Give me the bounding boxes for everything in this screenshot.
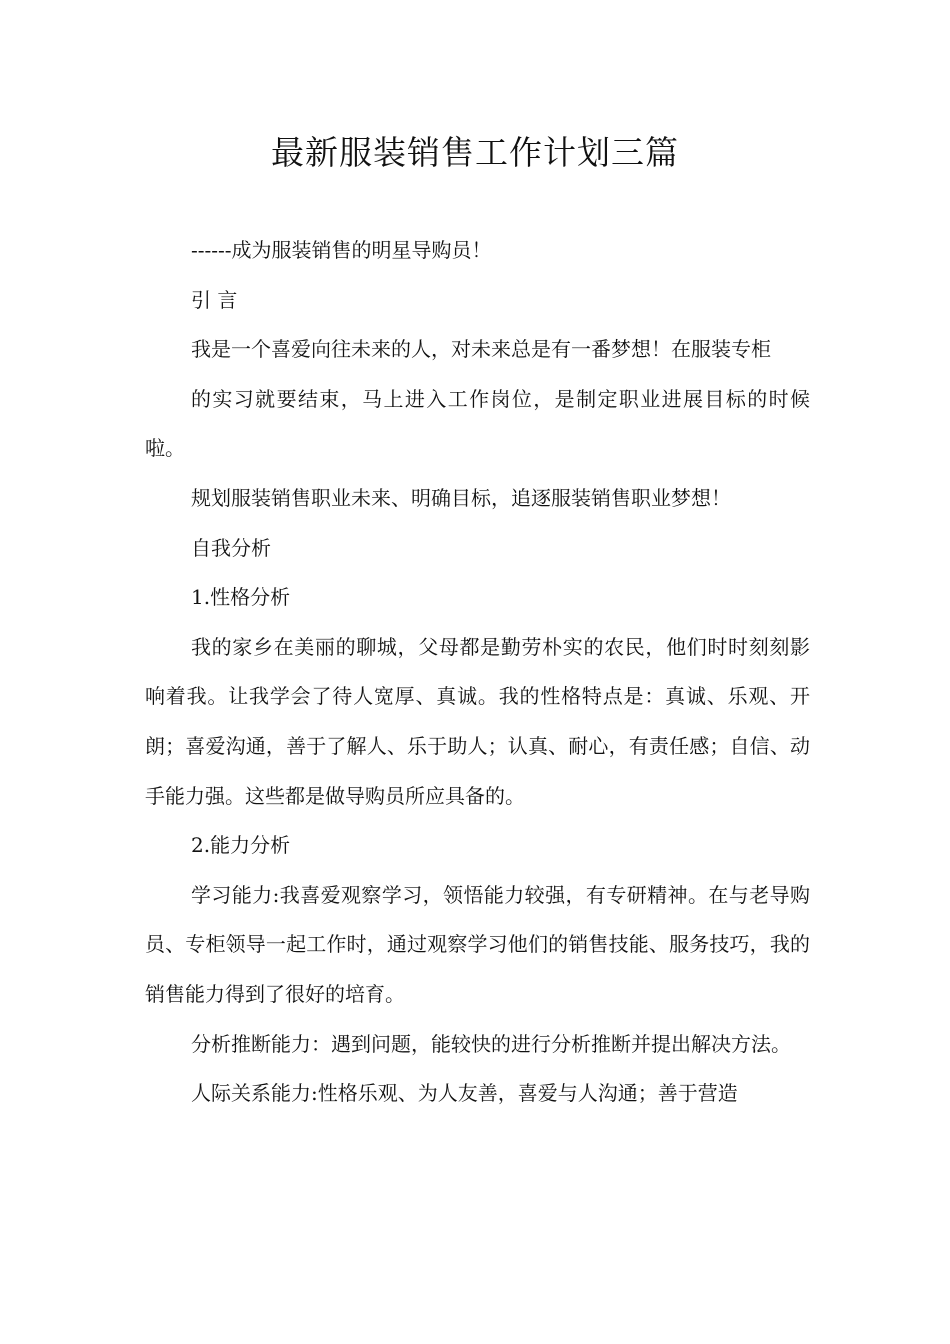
- subheading-personality-analysis: 1.性格分析: [191, 585, 291, 610]
- analysis-ability-paragraph: 分析推断能力：遇到问题，能较快的进行分析推断并提出解决方法。: [191, 1031, 791, 1056]
- personality-paragraph: 我的家乡在美丽的聊城，父母都是勤劳朴实的农民，他们时时刻刻影响着我。让我学会了待人宽厚、真诚。我的性格特点是：真诚、乐观、开朗；喜爱沟通，善于了解人、乐于助人；认真、耐心，有责任感；自信、动手能力强。这些都是做导购员所应具备的。: [145, 634, 810, 808]
- tagline-paragraph: ------成为服装销售的明星导购员！: [191, 238, 492, 262]
- subheading-ability-analysis: 2.能力分析: [191, 833, 291, 858]
- document-body: [145, 226, 810, 1119]
- interpersonal-ability-paragraph: 人际关系能力:性格乐观、为人友善，喜爱与人沟通；善于营造: [191, 1081, 738, 1106]
- section-heading-self-analysis: 自我分析: [191, 535, 271, 560]
- learning-ability-paragraph: 学习能力:我喜爱观察学习，领悟能力较强，有专研精神。在与老导购员、专柜领导一起工作时，通过观察学习他们的销售技能、服务技巧，我的销售能力得到了很好的培育。: [145, 882, 810, 1006]
- section-heading-introduction: 引 言: [191, 287, 238, 312]
- internship-paragraph: 的实习就要结束，马上进入工作岗位，是制定职业进展目标的时候啦。: [145, 386, 810, 461]
- document-title: 最新服装销售工作计划三篇: [271, 133, 679, 172]
- intro-paragraph: 我是一个喜爱向往未来的人，对未来总是有一番梦想！在服装专柜: [191, 337, 771, 362]
- career-goal-paragraph: 规划服装销售职业未来、明确目标，追逐服装销售职业梦想！: [191, 485, 731, 510]
